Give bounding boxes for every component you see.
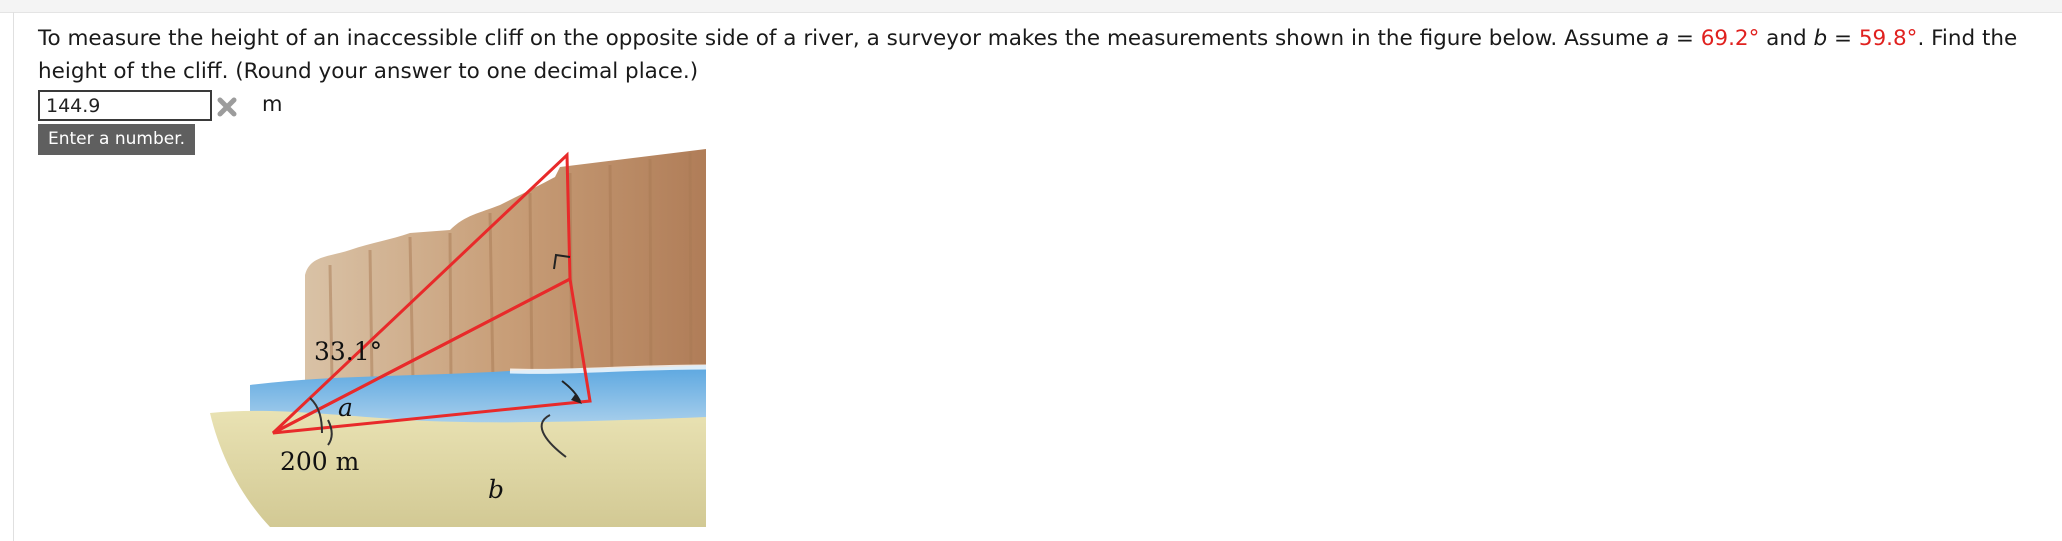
and-text: and (1759, 26, 1814, 51)
question-part2: . Find the (1917, 26, 2018, 51)
top-bar (0, 0, 2062, 13)
distance-label: 200 m (280, 447, 360, 476)
value-b: 59.8° (1858, 26, 1918, 51)
value-a: 69.2° (1700, 26, 1760, 51)
cliff-figure (210, 145, 706, 527)
x-icon[interactable] (214, 94, 240, 120)
unit-label: m (262, 92, 283, 116)
angle-label-b: b (488, 475, 505, 504)
hint-tooltip: Enter a number. (38, 124, 195, 155)
question-line2: height of the cliff. (Round your answer to one decimal place.) (38, 59, 699, 84)
equals-a: = (1669, 26, 1701, 51)
question-text (38, 22, 2048, 88)
left-rule (13, 12, 14, 541)
angle-label-33: 33.1° (314, 337, 383, 366)
question-part1: To measure the height of an inaccessible cliff on the opposite side of a river, a surveyor makes the measurements shown in the figure below. Assume (38, 26, 1656, 51)
var-a: a (1655, 26, 1670, 51)
angle-label-a: a (338, 393, 353, 422)
var-b: b (1813, 26, 1828, 51)
equals-b: = (1827, 26, 1859, 51)
answer-input[interactable] (38, 90, 212, 121)
